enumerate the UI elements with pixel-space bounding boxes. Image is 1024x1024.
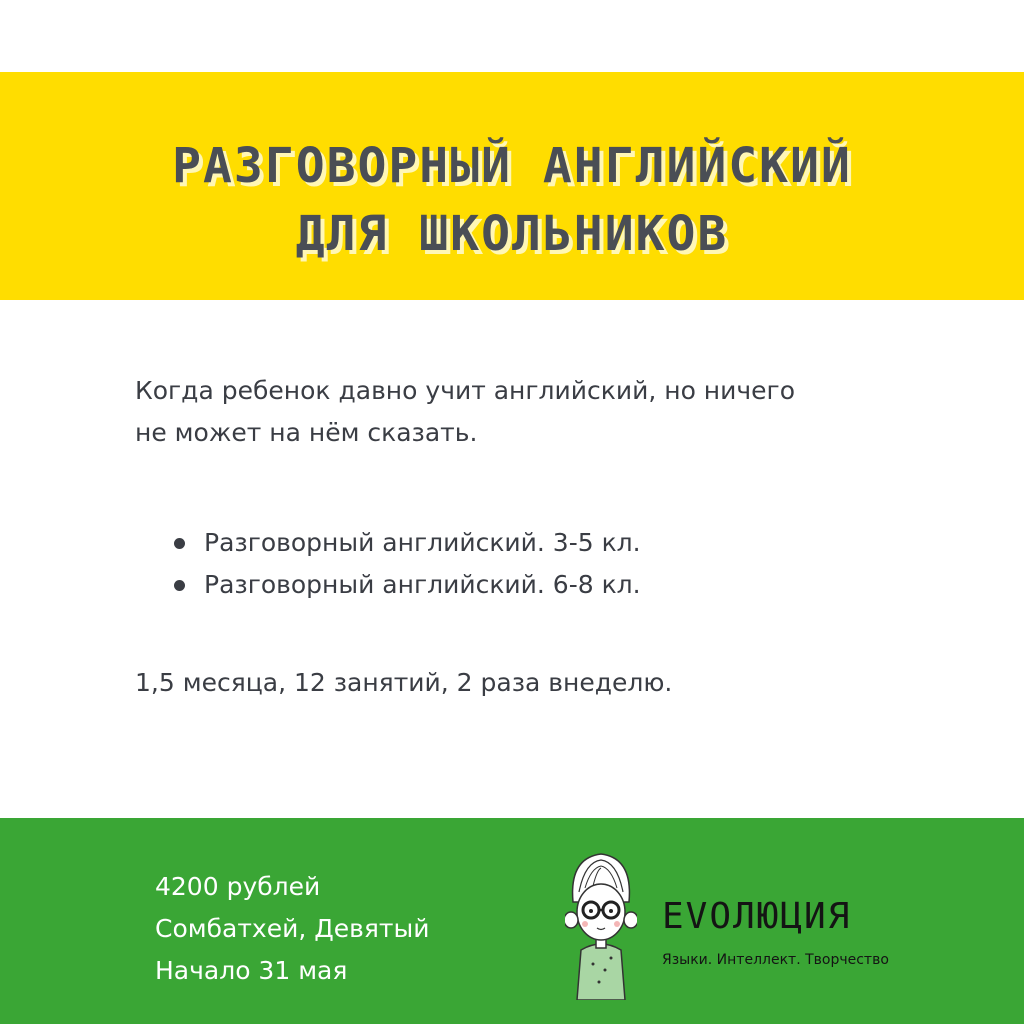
footer-banner (0, 818, 1024, 1024)
start-date-text: Начало 31 мая (155, 956, 348, 985)
title-banner (0, 72, 1024, 300)
course-item: Разговорный английский. 3-5 кл. (172, 522, 641, 564)
intro-text (135, 370, 895, 454)
logo-girl-illustration (565, 840, 637, 1000)
intro-line-1: Когда ребенок давно учит английский, но ничего (135, 376, 795, 405)
location-text: Сомбатхей, Девятый (155, 914, 430, 943)
brand-name: EVОЛЮЦИЯ (662, 896, 852, 937)
title-line-2: ДЛЯ ШКОЛЬНИКОВ (295, 206, 729, 262)
price-text: 4200 рублей (155, 872, 321, 901)
intro-line-2: не может на нём сказать. (135, 418, 478, 447)
title-line-1: РАЗГОВОРНЫЙ АНГЛИЙСКИЙ (172, 138, 852, 194)
brand-tagline: Языки. Интеллект. Творчество (662, 952, 889, 968)
course-list (172, 522, 641, 606)
course-item: Разговорный английский. 6-8 кл. (172, 564, 641, 606)
footer-info (155, 866, 429, 992)
schedule-text: 1,5 месяца, 12 занятий, 2 раза внеделю. (135, 668, 673, 697)
